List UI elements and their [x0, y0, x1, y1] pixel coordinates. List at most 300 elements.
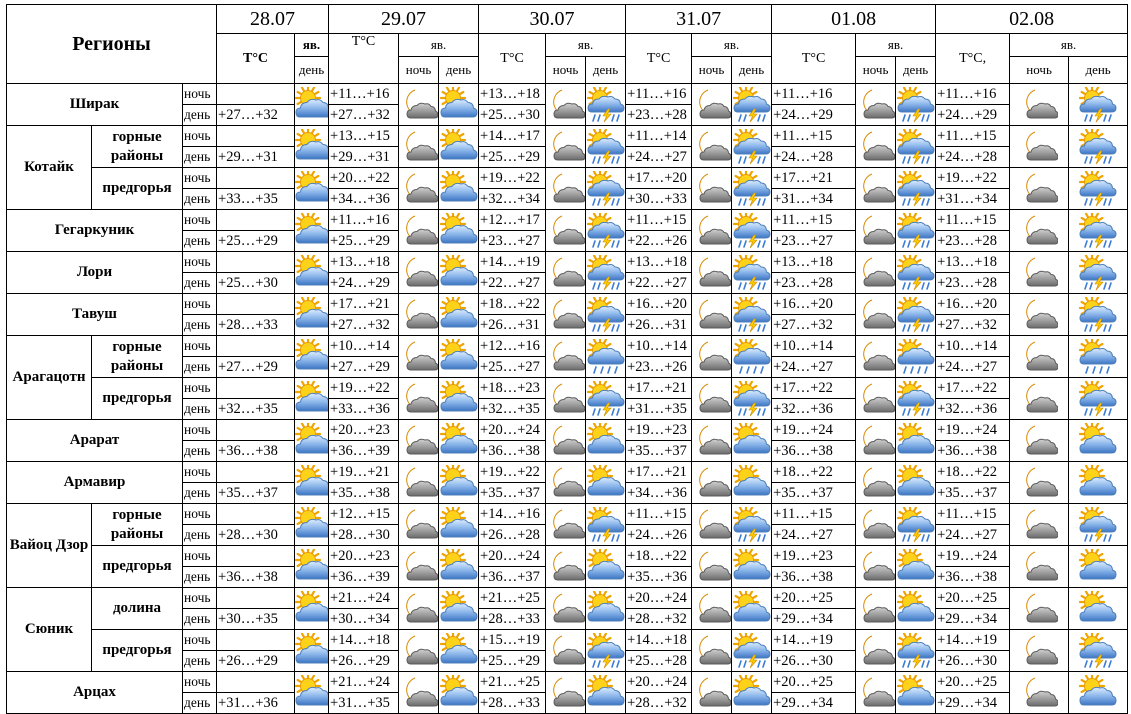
night-temperature: +20…+25: [772, 672, 856, 693]
thunder-rain-icon: [896, 630, 936, 672]
night-temperature: +21…+25: [479, 672, 546, 693]
region-name: Ширак: [7, 84, 183, 126]
day-label: день: [183, 315, 217, 336]
night-temperature: +17…+21: [626, 462, 692, 483]
moon-cloud-icon: [1010, 672, 1069, 714]
sun-cloud-icon: [1069, 420, 1128, 462]
night-temperature: +17…+22: [772, 378, 856, 399]
moon-cloud-icon: [399, 588, 439, 630]
night-temperature: +11…+14: [626, 126, 692, 147]
night-label: ночь: [183, 630, 217, 651]
day-temperature: +23…+28: [936, 231, 1010, 252]
night-temperature: +13…+15: [329, 126, 399, 147]
moon-cloud-icon: [692, 336, 732, 378]
moon-cloud-icon: [399, 630, 439, 672]
night-header: ночь: [856, 57, 896, 84]
moon-cloud-icon: [546, 210, 586, 252]
night-temperature: +13…+18: [479, 84, 546, 105]
sun-cloud-icon: [295, 84, 329, 126]
day-temperature: +22…+27: [626, 273, 692, 294]
day-label: день: [183, 693, 217, 714]
region-name: Армавир: [7, 462, 183, 504]
temperature-header: T°C: [772, 34, 856, 84]
day-label: день: [183, 357, 217, 378]
day-temperature: +35…+37: [936, 483, 1010, 504]
night-label: ночь: [183, 126, 217, 147]
day-temperature: +23…+28: [772, 273, 856, 294]
night-label: ночь: [183, 462, 217, 483]
region-name: Арагацотн: [7, 336, 92, 420]
day-temperature: +29…+34: [772, 693, 856, 714]
day-temperature: +26…+28: [479, 525, 546, 546]
night-temperature: +11…+15: [626, 210, 692, 231]
moon-cloud-icon: [692, 420, 732, 462]
night-temperature: +20…+24: [479, 546, 546, 567]
moon-cloud-icon: [692, 462, 732, 504]
thunder-rain-icon: [896, 126, 936, 168]
night-temperature: +16…+20: [772, 294, 856, 315]
day-temperature: +25…+29: [217, 231, 295, 252]
sun-cloud-icon: [439, 672, 479, 714]
day-temperature: +28…+33: [479, 693, 546, 714]
regions-header: Регионы: [7, 5, 217, 84]
day-temperature: +26…+29: [217, 651, 295, 672]
thunder-rain-icon: [732, 252, 772, 294]
day-header: день: [896, 57, 936, 84]
night-temperature: [217, 672, 295, 693]
night-temperature: +20…+25: [936, 588, 1010, 609]
moon-cloud-icon: [1010, 420, 1069, 462]
night-temperature: [217, 378, 295, 399]
day-temperature: +28…+32: [626, 609, 692, 630]
night-temperature: +17…+21: [772, 168, 856, 189]
moon-cloud-icon: [692, 210, 732, 252]
day-temperature: +23…+28: [626, 105, 692, 126]
moon-cloud-icon: [856, 630, 896, 672]
day-temperature: +22…+27: [479, 273, 546, 294]
day-temperature: +23…+27: [772, 231, 856, 252]
temperature-header: T°C: [217, 34, 295, 84]
night-temperature: +20…+24: [479, 420, 546, 441]
night-label: ночь: [183, 672, 217, 693]
moon-cloud-icon: [1010, 378, 1069, 420]
day-temperature: +26…+29: [329, 651, 399, 672]
sun-cloud-icon: [295, 210, 329, 252]
day-temperature: +35…+38: [329, 483, 399, 504]
thunder-rain-icon: [1069, 252, 1128, 294]
day-temperature: +25…+29: [479, 147, 546, 168]
sun-cloud-icon: [896, 672, 936, 714]
night-temperature: +13…+18: [329, 252, 399, 273]
sun-cloud-icon: [896, 588, 936, 630]
sun-cloud-icon: [295, 378, 329, 420]
day-label: день: [183, 567, 217, 588]
day-temperature: +24…+27: [772, 357, 856, 378]
moon-cloud-icon: [1010, 462, 1069, 504]
sun-cloud-icon: [439, 84, 479, 126]
moon-cloud-icon: [1010, 210, 1069, 252]
day-header: день: [439, 57, 479, 84]
sun-cloud-icon: [295, 294, 329, 336]
sun-cloud-icon: [295, 336, 329, 378]
day-temperature: +32…+35: [217, 399, 295, 420]
day-temperature: +24…+27: [772, 525, 856, 546]
moon-cloud-icon: [546, 126, 586, 168]
subregion-label: предгорья: [92, 168, 183, 210]
moon-cloud-icon: [399, 378, 439, 420]
region-name: Арарат: [7, 420, 183, 462]
day-temperature: +32…+35: [479, 399, 546, 420]
day-label: день: [183, 651, 217, 672]
night-temperature: +17…+21: [626, 378, 692, 399]
phenomena-header: яв.: [692, 34, 772, 57]
thunder-rain-icon: [732, 504, 772, 546]
day-temperature: +24…+27: [936, 525, 1010, 546]
sun-cloud-icon: [439, 294, 479, 336]
night-temperature: +12…+16: [479, 336, 546, 357]
day-temperature: +35…+37: [626, 441, 692, 462]
table-row: [7, 672, 1128, 693]
moon-cloud-icon: [856, 336, 896, 378]
night-label: ночь: [183, 294, 217, 315]
sun-cloud-icon: [1069, 546, 1128, 588]
sun-cloud-icon: [732, 546, 772, 588]
forecast-table: [6, 4, 1128, 714]
temperature-header: T°C: [626, 34, 692, 84]
night-header: ночь: [692, 57, 732, 84]
night-temperature: +11…+15: [772, 126, 856, 147]
night-temperature: +20…+23: [329, 546, 399, 567]
day-temperature: +31…+35: [329, 693, 399, 714]
thunder-rain-icon: [732, 378, 772, 420]
table-row: [7, 630, 1128, 651]
thunder-rain-icon: [896, 504, 936, 546]
phenomena-header: яв.: [399, 34, 479, 57]
thunder-rain-icon: [1069, 630, 1128, 672]
moon-cloud-icon: [856, 420, 896, 462]
moon-cloud-icon: [856, 126, 896, 168]
sun-cloud-icon: [439, 378, 479, 420]
sun-cloud-icon: [295, 588, 329, 630]
sun-cloud-icon: [896, 462, 936, 504]
day-temperature: +25…+27: [479, 357, 546, 378]
thunder-rain-icon: [732, 126, 772, 168]
night-temperature: +20…+24: [626, 588, 692, 609]
day-temperature: +35…+37: [217, 483, 295, 504]
table-row: [7, 294, 1128, 315]
day-temperature: +23…+26: [626, 357, 692, 378]
night-temperature: +11…+15: [772, 504, 856, 525]
table-row: [7, 504, 1128, 525]
night-temperature: +11…+15: [936, 210, 1010, 231]
night-temperature: +18…+22: [479, 294, 546, 315]
night-temperature: [217, 588, 295, 609]
night-temperature: +20…+24: [626, 672, 692, 693]
day-temperature: +36…+38: [479, 441, 546, 462]
night-label: ночь: [183, 210, 217, 231]
day-label: день: [183, 189, 217, 210]
table-row: [7, 546, 1128, 567]
night-temperature: +14…+17: [479, 126, 546, 147]
moon-cloud-icon: [692, 252, 732, 294]
night-label: ночь: [183, 252, 217, 273]
moon-cloud-icon: [546, 462, 586, 504]
night-temperature: +17…+20: [626, 168, 692, 189]
day-temperature: +29…+34: [772, 609, 856, 630]
moon-cloud-icon: [399, 546, 439, 588]
thunder-rain-icon: [896, 378, 936, 420]
day-temperature: +28…+30: [217, 525, 295, 546]
day-temperature: +26…+31: [626, 315, 692, 336]
thunder-rain-icon: [732, 84, 772, 126]
night-temperature: [217, 462, 295, 483]
moon-cloud-icon: [546, 420, 586, 462]
sun-cloud-icon: [1069, 672, 1128, 714]
thunder-rain-icon: [1069, 294, 1128, 336]
moon-cloud-icon: [399, 672, 439, 714]
sun-cloud-icon: [439, 504, 479, 546]
night-label: ночь: [183, 378, 217, 399]
day-temperature: +32…+36: [936, 399, 1010, 420]
night-temperature: +20…+25: [772, 588, 856, 609]
moon-cloud-icon: [856, 294, 896, 336]
thunder-rain-icon: [1069, 168, 1128, 210]
subregion-label: предгорья: [92, 630, 183, 672]
date-header: 02.08: [936, 5, 1128, 34]
moon-cloud-icon: [1010, 126, 1069, 168]
date-header: 29.07: [329, 5, 479, 34]
thunder-rain-icon: [896, 294, 936, 336]
thunder-rain-icon: [896, 210, 936, 252]
night-temperature: [217, 336, 295, 357]
moon-cloud-icon: [399, 420, 439, 462]
thunder-rain-icon: [1069, 504, 1128, 546]
night-temperature: +15…+19: [479, 630, 546, 651]
day-temperature: +29…+34: [936, 609, 1010, 630]
moon-cloud-icon: [856, 504, 896, 546]
night-temperature: +10…+14: [329, 336, 399, 357]
day-header: день: [295, 57, 329, 84]
sun-cloud-icon: [439, 630, 479, 672]
day-temperature: +22…+26: [626, 231, 692, 252]
date-header: 30.07: [479, 5, 626, 34]
night-temperature: [217, 126, 295, 147]
day-label: день: [183, 147, 217, 168]
night-temperature: [217, 546, 295, 567]
day-label: день: [183, 231, 217, 252]
day-temperature: +30…+34: [329, 609, 399, 630]
day-temperature: +36…+38: [217, 567, 295, 588]
thunder-rain-icon: [732, 630, 772, 672]
night-temperature: +11…+16: [936, 84, 1010, 105]
moon-cloud-icon: [399, 462, 439, 504]
moon-cloud-icon: [692, 546, 732, 588]
day-label: день: [183, 483, 217, 504]
date-header: 28.07: [217, 5, 329, 34]
table-row: [7, 126, 1128, 147]
night-temperature: +19…+22: [936, 168, 1010, 189]
moon-cloud-icon: [546, 84, 586, 126]
sun-cloud-icon: [586, 420, 626, 462]
sun-cloud-icon: [1069, 588, 1128, 630]
day-temperature: +29…+31: [329, 147, 399, 168]
moon-cloud-icon: [692, 378, 732, 420]
thunder-rain-icon: [586, 252, 626, 294]
night-temperature: +16…+20: [626, 294, 692, 315]
table-row: [7, 252, 1128, 273]
region-name: Тавуш: [7, 294, 183, 336]
moon-cloud-icon: [856, 378, 896, 420]
rain-cloud-icon: [732, 336, 772, 378]
night-label: ночь: [183, 588, 217, 609]
moon-cloud-icon: [856, 462, 896, 504]
subregion-label: горные районы: [92, 126, 183, 168]
moon-cloud-icon: [856, 252, 896, 294]
night-temperature: +19…+24: [936, 420, 1010, 441]
night-temperature: +18…+22: [626, 546, 692, 567]
night-temperature: +18…+22: [772, 462, 856, 483]
thunder-rain-icon: [586, 504, 626, 546]
subregion-label: горные районы: [92, 504, 183, 546]
night-temperature: +10…+14: [936, 336, 1010, 357]
day-temperature: +28…+33: [479, 609, 546, 630]
night-temperature: +11…+16: [626, 84, 692, 105]
day-temperature: +32…+34: [479, 189, 546, 210]
moon-cloud-icon: [856, 84, 896, 126]
moon-cloud-icon: [546, 630, 586, 672]
sun-cloud-icon: [732, 420, 772, 462]
day-temperature: +33…+35: [217, 189, 295, 210]
moon-cloud-icon: [692, 630, 732, 672]
night-temperature: +14…+19: [479, 252, 546, 273]
moon-cloud-icon: [1010, 84, 1069, 126]
subregion-label: долина: [92, 588, 183, 630]
day-label: день: [183, 399, 217, 420]
day-temperature: +24…+27: [626, 147, 692, 168]
day-header: день: [1069, 57, 1128, 84]
day-temperature: +36…+39: [329, 567, 399, 588]
day-temperature: +24…+29: [772, 105, 856, 126]
day-temperature: +25…+29: [329, 231, 399, 252]
day-temperature: +24…+26: [626, 525, 692, 546]
night-temperature: +19…+22: [329, 378, 399, 399]
moon-cloud-icon: [546, 588, 586, 630]
day-temperature: +36…+38: [936, 441, 1010, 462]
moon-cloud-icon: [856, 546, 896, 588]
sun-cloud-icon: [439, 210, 479, 252]
day-label: день: [183, 609, 217, 630]
thunder-rain-icon: [896, 252, 936, 294]
day-temperature: +27…+32: [936, 315, 1010, 336]
moon-cloud-icon: [692, 126, 732, 168]
moon-cloud-icon: [399, 504, 439, 546]
night-temperature: +20…+22: [329, 168, 399, 189]
table-row: [7, 210, 1128, 231]
day-temperature: +28…+32: [626, 693, 692, 714]
night-header: ночь: [399, 57, 439, 84]
day-temperature: +26…+30: [936, 651, 1010, 672]
night-temperature: [217, 294, 295, 315]
sun-cloud-icon: [439, 462, 479, 504]
subregion-label: горные районы: [92, 336, 183, 378]
day-label: день: [183, 105, 217, 126]
night-temperature: [217, 420, 295, 441]
thunder-rain-icon: [1069, 210, 1128, 252]
night-temperature: +21…+24: [329, 588, 399, 609]
day-header: день: [586, 57, 626, 84]
night-temperature: +18…+22: [936, 462, 1010, 483]
sun-cloud-icon: [439, 168, 479, 210]
thunder-rain-icon: [586, 294, 626, 336]
moon-cloud-icon: [546, 546, 586, 588]
region-name: Арцах: [7, 672, 183, 714]
night-temperature: +19…+23: [772, 546, 856, 567]
night-temperature: +19…+24: [772, 420, 856, 441]
day-temperature: +24…+29: [936, 105, 1010, 126]
phenomena-header: яв.: [546, 34, 626, 57]
sun-cloud-icon: [295, 504, 329, 546]
day-temperature: +23…+27: [479, 231, 546, 252]
day-temperature: +33…+36: [329, 399, 399, 420]
moon-cloud-icon: [692, 84, 732, 126]
night-temperature: +11…+16: [329, 210, 399, 231]
moon-cloud-icon: [856, 672, 896, 714]
sun-cloud-icon: [732, 462, 772, 504]
night-temperature: +14…+18: [626, 630, 692, 651]
sun-cloud-icon: [586, 546, 626, 588]
subregion-label: предгорья: [92, 378, 183, 420]
sun-cloud-icon: [439, 252, 479, 294]
moon-cloud-icon: [1010, 630, 1069, 672]
day-temperature: +26…+31: [479, 315, 546, 336]
moon-cloud-icon: [399, 210, 439, 252]
night-header: ночь: [1010, 57, 1069, 84]
thunder-rain-icon: [586, 168, 626, 210]
moon-cloud-icon: [399, 168, 439, 210]
thunder-rain-icon: [896, 168, 936, 210]
night-temperature: +11…+15: [936, 126, 1010, 147]
temperature-header: T°C: [329, 34, 399, 84]
day-temperature: +29…+31: [217, 147, 295, 168]
night-temperature: +14…+19: [772, 630, 856, 651]
night-temperature: +19…+22: [479, 462, 546, 483]
sun-cloud-icon: [896, 420, 936, 462]
day-temperature: +35…+37: [479, 483, 546, 504]
moon-cloud-icon: [1010, 294, 1069, 336]
moon-cloud-icon: [692, 294, 732, 336]
sun-cloud-icon: [295, 546, 329, 588]
moon-cloud-icon: [399, 252, 439, 294]
table-row: [7, 378, 1128, 399]
day-temperature: +27…+32: [329, 105, 399, 126]
night-temperature: +19…+23: [626, 420, 692, 441]
moon-cloud-icon: [856, 588, 896, 630]
night-label: ночь: [183, 336, 217, 357]
night-temperature: +11…+16: [329, 84, 399, 105]
day-temperature: +34…+36: [329, 189, 399, 210]
night-temperature: +14…+19: [936, 630, 1010, 651]
thunder-rain-icon: [732, 168, 772, 210]
sun-cloud-icon: [295, 420, 329, 462]
moon-cloud-icon: [692, 672, 732, 714]
night-temperature: +19…+24: [936, 546, 1010, 567]
rain-cloud-icon: [896, 336, 936, 378]
day-label: день: [183, 273, 217, 294]
moon-cloud-icon: [1010, 336, 1069, 378]
moon-cloud-icon: [546, 168, 586, 210]
sun-cloud-icon: [586, 462, 626, 504]
moon-cloud-icon: [399, 84, 439, 126]
